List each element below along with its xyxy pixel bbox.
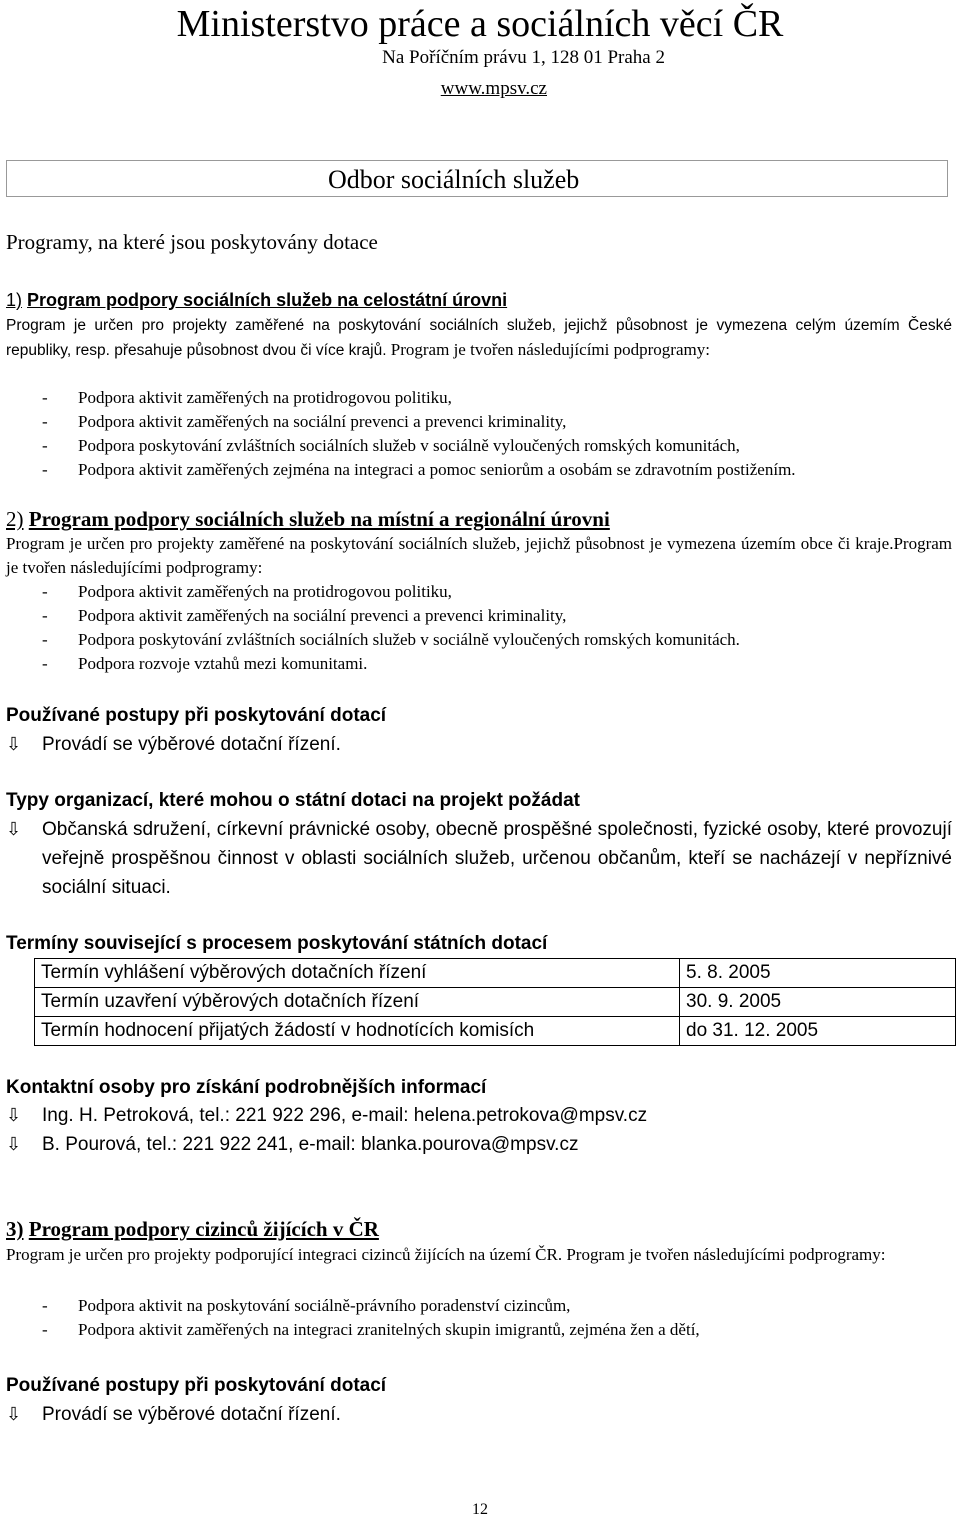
contact-item <box>6 1101 952 1130</box>
contact-item <box>6 1130 952 1159</box>
section3-procedures-heading: Používané postupy při poskytování dotací <box>6 1375 387 1396</box>
table-row <box>35 959 956 988</box>
terms-label: Termín vyhlášení výběrových dotačních řízení <box>35 959 680 988</box>
section1-intro-cont: Program je tvořen následujícími podprogramy: <box>386 340 710 359</box>
section2-subprogram-list <box>6 580 952 676</box>
terms-table <box>34 958 956 1046</box>
down-arrow-icon: ⇩ <box>6 1404 22 1424</box>
programs-heading: Programy, na které jsou poskytovány dotace <box>6 230 378 254</box>
section2-title: Program podpory sociálních služeb na místní a regionální úrovni <box>28 507 610 531</box>
terms-label: Termín hodnocení přijatých žádostí v hodnotících komisích <box>35 1017 680 1046</box>
ministry-website-link[interactable]: www.mpsv.cz <box>440 78 547 99</box>
terms-date: 30. 9. 2005 <box>680 988 956 1017</box>
list-item: - Podpora aktivit na poskytování sociálně-právního poradenství cizincům, <box>42 1296 571 1315</box>
section2-intro <box>6 532 952 580</box>
section1-number: 1) <box>6 290 23 310</box>
ministry-address: Na Poříčním právu 1, 128 01 Praha 2 <box>382 47 665 68</box>
section2-organization-item <box>6 815 952 902</box>
down-arrow-icon: ⇩ <box>6 1134 22 1154</box>
terms-date: 5. 8. 2005 <box>680 959 956 988</box>
down-arrow-icon: ⇩ <box>6 734 22 754</box>
section2-procedures-text: Provádí se výběrové dotační řízení. <box>42 734 341 755</box>
down-arrow-icon: ⇩ <box>6 1105 22 1125</box>
section3-title: Program podpory cizinců žijících v ČR <box>28 1217 379 1241</box>
section2-procedures-heading: Používané postupy při poskytování dotací <box>6 705 387 726</box>
section3-procedures-text: Provádí se výběrové dotační řízení. <box>42 1404 341 1425</box>
list-item: - Podpora rozvoje vztahů mezi komunitami. <box>42 654 368 673</box>
section3-procedures-item <box>6 1400 952 1429</box>
table-row <box>35 1017 956 1046</box>
down-arrow-icon: ⇩ <box>6 819 22 839</box>
contact-text[interactable]: B. Pourová, tel.: 221 922 241, e-mail: blanka.pourova@mpsv.cz <box>42 1134 579 1155</box>
department-title: Odbor sociálních služeb <box>328 165 580 194</box>
list-item: - Podpora aktivit zaměřených na integraci zranitelných skupin imigrantů, zejména žen a dětí, <box>42 1320 700 1339</box>
section1-heading <box>6 289 507 311</box>
section2-heading <box>6 506 610 532</box>
contact-text[interactable]: Ing. H. Petroková, tel.: 221 922 296, e-mail: helena.petrokova@mpsv.cz <box>42 1105 648 1126</box>
ministry-title: Ministerstvo práce a sociálních věcí ČR <box>176 3 784 45</box>
list-item: - Podpora aktivit zaměřených na sociální prevenci a prevenci kriminality, <box>42 412 567 431</box>
section3-intro: Program je určen pro projekty podporující integraci cizinců žijících na území ČR. Program je tvořen následujícími podprogramy: <box>6 1245 886 1264</box>
section3-subprogram-list <box>6 1294 952 1342</box>
terms-date: do 31. 12. 2005 <box>680 1017 956 1046</box>
section2-procedures-item <box>6 730 952 759</box>
list-item: - Podpora poskytování zvláštních sociálních služeb v sociálně vyloučených romských komunitách, <box>42 436 740 455</box>
list-item: - Podpora aktivit zaměřených na sociální prevenci a prevenci kriminality, <box>42 606 567 625</box>
terms-label: Termín uzavření výběrových dotačních řízení <box>35 988 680 1017</box>
section2-contacts-heading: Kontaktní osoby pro získání podrobnějších informací <box>6 1077 487 1098</box>
list-item: - Podpora poskytování zvláštních sociálních služeb v sociálně vyloučených romských komunitách. <box>42 630 740 649</box>
section3-heading <box>6 1216 379 1242</box>
list-item: - Podpora aktivit zaměřených na protidrogovou politiku, <box>42 582 452 601</box>
section1-subprogram-list <box>6 386 952 482</box>
section1-intro <box>6 314 952 363</box>
section2-number: 2) <box>6 507 24 531</box>
list-item: - Podpora aktivit zaměřených na protidrogovou politiku, <box>42 388 452 407</box>
section2-terms-heading: Termíny související s procesem poskytování státních dotací <box>6 933 548 954</box>
section2-organization-heading: Typy organizací, které mohou o státní dotaci na projekt požádat <box>6 790 580 811</box>
section1-title: Program podpory sociálních služeb na celostátní úrovni <box>27 290 508 310</box>
list-item: - Podpora aktivit zaměřených zejména na integraci a pomoc seniorům a osobám se zdravotním postižením. <box>42 460 796 479</box>
section3-number: 3) <box>6 1217 24 1241</box>
table-row <box>35 988 956 1017</box>
section2-intro-cont: Program je tvořen následujícími podprogramy: <box>6 534 952 577</box>
section1-intro-text: Program je určen pro projekty zaměřené na poskytování sociálních služeb, jejichž působnost je vymezena celým územím České republiky, resp. přesahuje působnost dvou či více krajů. <box>6 317 952 359</box>
page-number: 12 <box>472 1501 488 1518</box>
section2-intro-text: Program je určen pro projekty zaměřené na poskytování sociálních služeb, jejichž působnost je vymezena územím obce či kraje. <box>6 534 894 553</box>
section2-organization-text: Občanská sdružení, církevní právnické osoby, obecně prospěšné společnosti, fyzické osoby, které provozují veřejně prospěšnou činnost v oblasti sociálních služeb, určenou občanům, kteří se nacházejí v nepříznivé sociální situaci. <box>42 819 952 898</box>
